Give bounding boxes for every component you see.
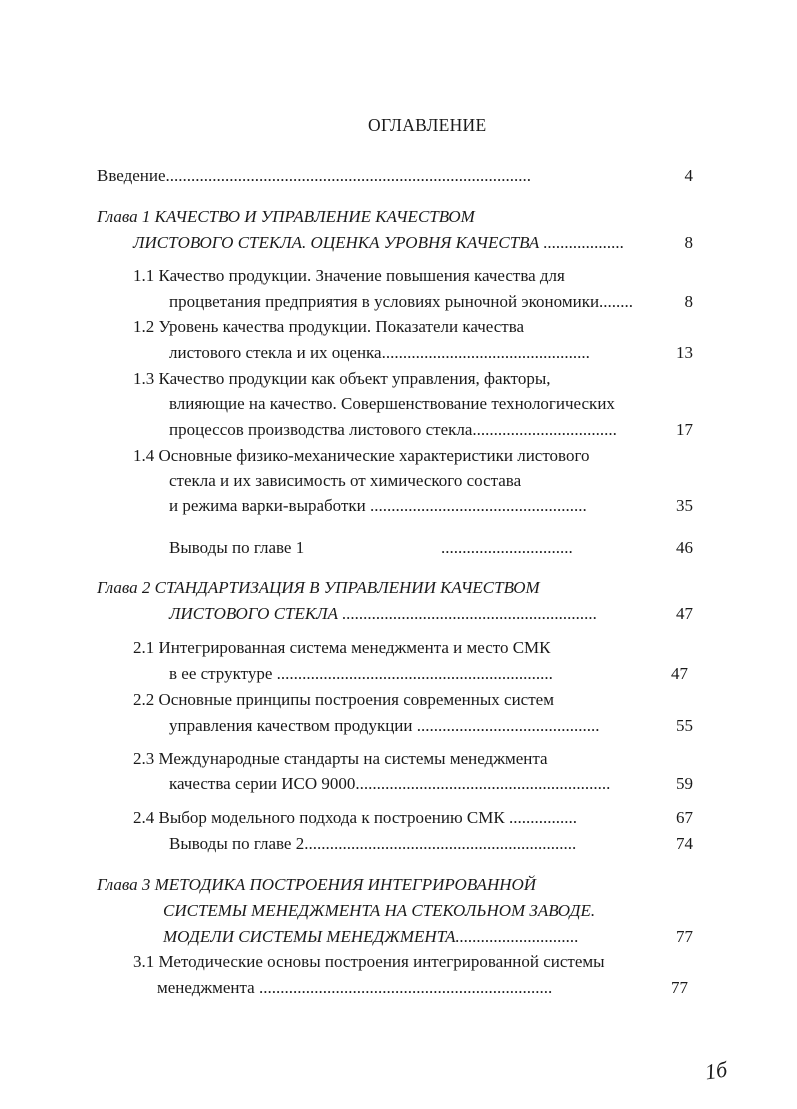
toc-chapter-3-line-3: МОДЕЛИ СИСТЕМЫ МЕНЕДЖМЕНТА............................. bbox=[163, 927, 579, 946]
toc-chapter-1-line-2: ЛИСТОВОГО СТЕКЛА. ОЦЕНКА УРОВНЯ КАЧЕСТВА ................... bbox=[133, 233, 625, 252]
toc-page-1-1: 8 bbox=[684, 292, 693, 311]
toc-page-2-3: 59 bbox=[676, 774, 693, 793]
toc-entry-intro: Введение...................................................................................... bbox=[97, 166, 532, 185]
toc-page-conclusions-1: 46 bbox=[676, 538, 693, 557]
toc-page-1-4: 35 bbox=[676, 496, 693, 515]
toc-section-2-4: 2.4 Выбор модельного подхода к построению СМК ................ bbox=[133, 808, 577, 827]
toc-page-ch1: 8 bbox=[684, 233, 693, 252]
toc-section-2-2-line-2: управления качеством продукции ........................................... bbox=[169, 716, 600, 735]
toc-section-1-2-line-2: листового стекла и их оценка................................................. bbox=[169, 343, 590, 362]
toc-section-1-3-line-1: 1.3 Качество продукции как объект управления, факторы, bbox=[133, 369, 551, 388]
toc-page-2-1: 47 bbox=[671, 664, 688, 683]
toc-chapter-1-line-1: Глава 1 КАЧЕСТВО И УПРАВЛЕНИЕ КАЧЕСТВОМ bbox=[97, 207, 475, 226]
toc-section-1-4-line-3: и режима варки-выработки ................................................... bbox=[169, 496, 587, 515]
toc-chapter-2-line-1: Глава 2 СТАНДАРТИЗАЦИЯ В УПРАВЛЕНИИ КАЧЕСТВОМ bbox=[97, 578, 540, 597]
toc-chapter-2-line-2: ЛИСТОВОГО СТЕКЛА ............................................................ bbox=[169, 604, 598, 623]
toc-page-ch2: 47 bbox=[676, 604, 693, 623]
handwritten-page-mark: 1б bbox=[703, 1056, 729, 1085]
toc-section-1-1-line-1: 1.1 Качество продукции. Значение повышения качества для bbox=[133, 266, 565, 285]
toc-section-1-1-line-2: процветания предприятия в условиях рыночной экономики........ bbox=[169, 292, 634, 311]
toc-section-1-3-line-3: процессов производства листового стекла.................................. bbox=[169, 420, 617, 439]
toc-page-2-2: 55 bbox=[676, 716, 693, 735]
toc-page-3-1: 77 bbox=[671, 978, 688, 997]
toc-page-1-3: 17 bbox=[676, 420, 693, 439]
toc-page-ch3: 77 bbox=[676, 927, 693, 946]
toc-page-2-4: 67 bbox=[676, 808, 693, 827]
toc-section-1-2-line-1: 1.2 Уровень качества продукции. Показатели качества bbox=[133, 317, 525, 336]
toc-section-1-4-line-1: 1.4 Основные физико-механические характеристики листового bbox=[133, 446, 590, 465]
toc-conclusions-1: Выводы по главе 1 bbox=[169, 538, 305, 557]
toc-conclusions-2: Выводы по главе 2................................................................ bbox=[169, 834, 577, 853]
toc-conclusions-1-dots: ............................... bbox=[441, 538, 573, 557]
toc-section-2-1-line-2: в ее структуре ................................................................. bbox=[169, 664, 553, 683]
toc-section-1-4-line-2: стекла и их зависимость от химического состава bbox=[169, 471, 522, 490]
toc-page-conclusions-2: 74 bbox=[676, 834, 693, 853]
toc-section-3-1-line-1: 3.1 Методические основы построения интегрированной системы bbox=[133, 952, 605, 971]
toc-section-2-3-line-1: 2.3 Международные стандарты на системы менеджмента bbox=[133, 749, 548, 768]
toc-section-2-2-line-1: 2.2 Основные принципы построения современных систем bbox=[133, 690, 554, 709]
toc-page-intro: 4 bbox=[684, 166, 693, 185]
toc-section-3-1-line-2: менеджмента ..................................................................... bbox=[157, 978, 553, 997]
toc-section-1-3-line-2: влияющие на качество. Совершенствование технологических bbox=[169, 394, 615, 413]
toc-chapter-3-line-2: СИСТЕМЫ МЕНЕДЖМЕНТА НА СТЕКОЛЬНОМ ЗАВОДЕ. bbox=[163, 901, 596, 920]
toc-section-2-1-line-1: 2.1 Интегрированная система менеджмента и место СМК bbox=[133, 638, 551, 657]
toc-section-2-3-line-2: качества серии ИСО 9000............................................................ bbox=[169, 774, 611, 793]
toc-chapter-3-line-1: Глава 3 МЕТОДИКА ПОСТРОЕНИЯ ИНТЕГРИРОВАННОЙ bbox=[97, 875, 537, 894]
page-title: ОГЛАВЛЕНИЕ bbox=[368, 115, 487, 135]
toc-page-1-2: 13 bbox=[676, 343, 693, 362]
